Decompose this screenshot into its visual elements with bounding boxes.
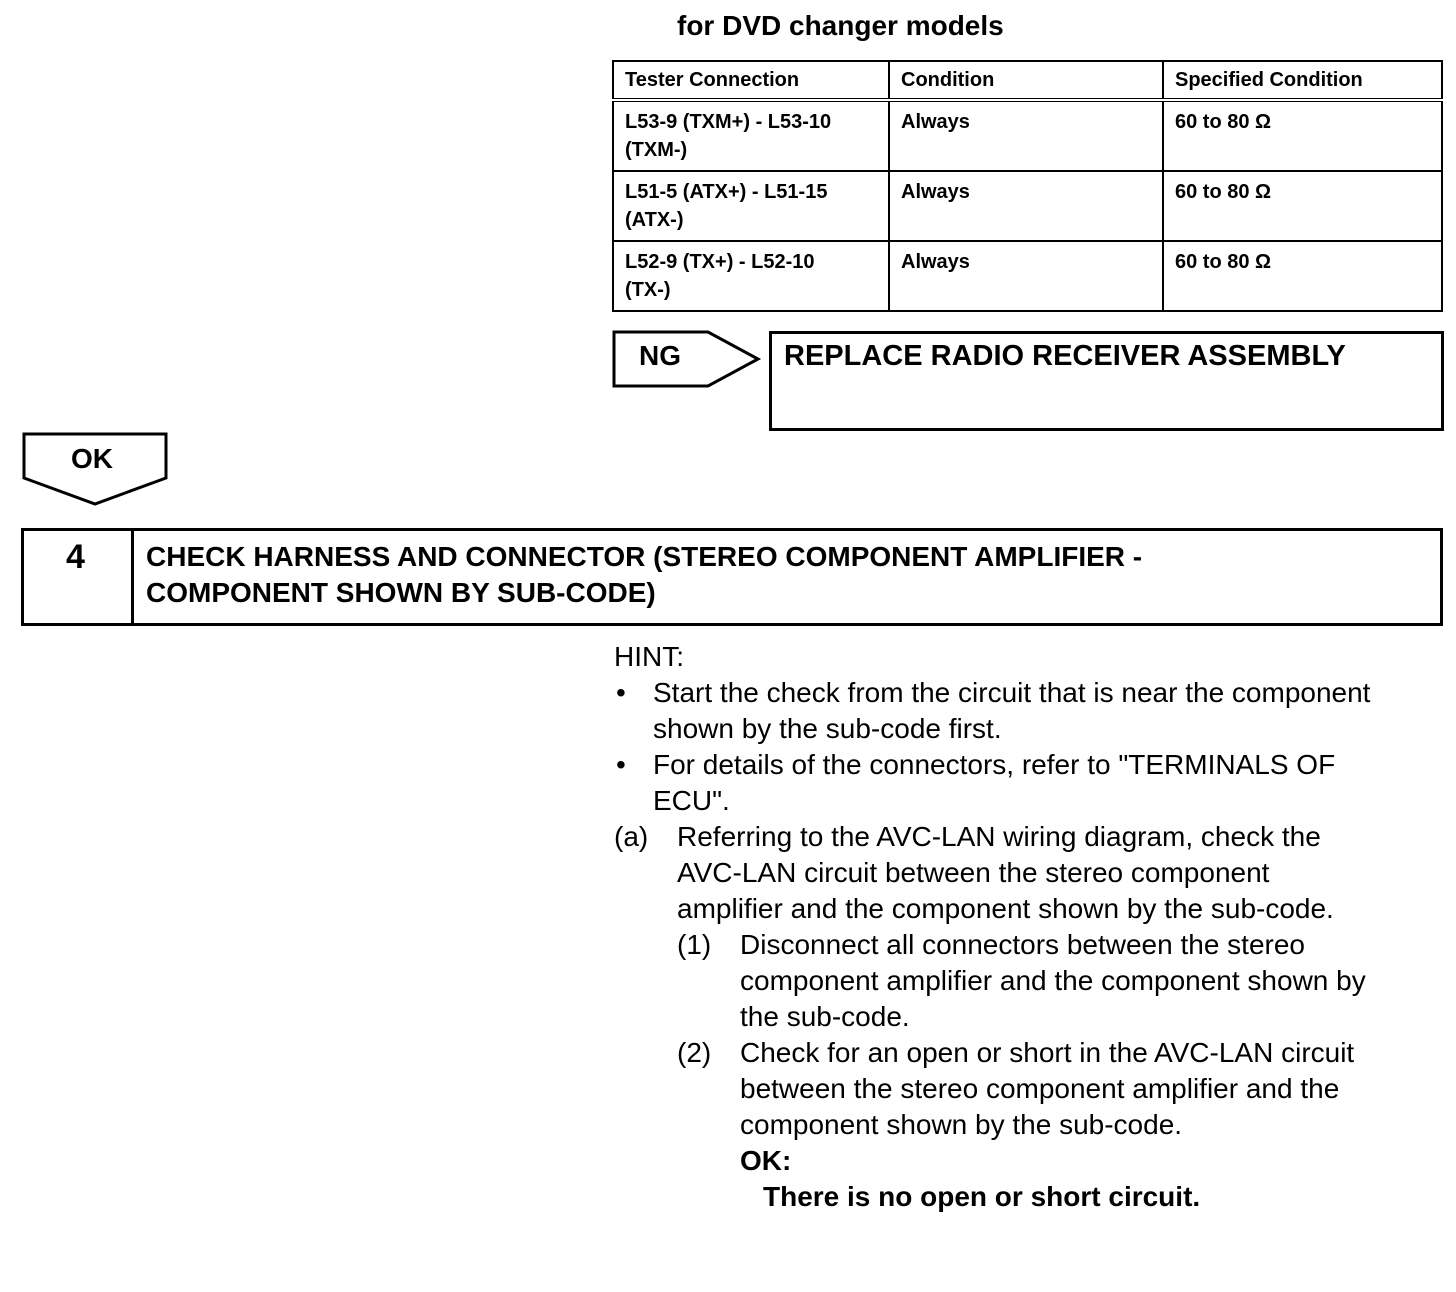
ok-criterion-label: OK: [740, 1145, 792, 1176]
substep-marker: (1) [677, 929, 712, 960]
substep-line: the sub-code. [740, 1001, 910, 1032]
substep-line: component amplifier and the component shown by [740, 965, 1366, 996]
models-heading: for DVD changer models [677, 10, 1004, 41]
table-row [613, 100, 1442, 171]
ng-label: NG [639, 340, 681, 371]
ng-arrow-tag [612, 330, 762, 388]
tester-connection-cell: L52-9 (TX+) - L52-10 (TX-) [613, 241, 889, 311]
ok-criterion-text: There is no open or short circuit. [763, 1181, 1201, 1212]
substep-marker: (2) [677, 1037, 712, 1068]
step-title: CHECK HARNESS AND CONNECTOR (STEREO COMPONENT AMPLIFIER - COMPONENT SHOWN BY SUB-CODE) [146, 541, 1143, 608]
condition-cell: Always [889, 241, 1163, 311]
ok-label: OK [71, 443, 113, 474]
condition-cell: Always [889, 171, 1163, 241]
specified-condition-cell: 60 to 80 Ω [1163, 100, 1442, 171]
tester-connection-cell: L51-5 (ATX+) - L51-15 (ATX-) [613, 171, 889, 241]
hint-bullet-line: ECU". [653, 785, 730, 816]
substep-line: Disconnect all connectors between the stereo [740, 929, 1305, 960]
specified-condition-cell: 60 to 80 Ω [1163, 241, 1442, 311]
substep-line: Check for an open or short in the AVC-LAN circuit [740, 1037, 1355, 1068]
substep-line: component shown by the sub-code. [740, 1109, 1183, 1140]
header-specified-condition: Specified Condition [1163, 61, 1442, 100]
table-header-row [613, 61, 1442, 100]
hint-bullet-line: Start the check from the circuit that is near the component [653, 677, 1371, 708]
step-number: 4 [66, 538, 85, 576]
step-divider [131, 528, 134, 623]
substep-line: between the stereo component amplifier and the [740, 1073, 1340, 1104]
hint-bullet-line: shown by the sub-code first. [653, 713, 1002, 744]
table-row [613, 241, 1442, 311]
specified-condition-cell: 60 to 80 Ω [1163, 171, 1442, 241]
tester-connection-cell: L53-9 (TXM+) - L53-10 (TXM-) [613, 100, 889, 171]
specification-table [612, 60, 1443, 312]
hint-label: HINT: [614, 641, 684, 672]
table-row [613, 171, 1442, 241]
ng-result-text: REPLACE RADIO RECEIVER ASSEMBLY [784, 340, 1346, 372]
header-condition: Condition [889, 61, 1163, 100]
procedure-line: AVC-LAN circuit between the stereo component [677, 857, 1270, 888]
bullet-icon: • [616, 749, 626, 780]
procedure-line: amplifier and the component shown by the sub-code. [677, 893, 1334, 924]
header-tester-connection: Tester Connection [613, 61, 889, 100]
hint-bullet-line: For details of the connectors, refer to "TERMINALS OF [653, 749, 1336, 780]
bullet-icon: • [616, 677, 626, 708]
procedure-marker: (a) [614, 821, 649, 852]
procedure-line: Referring to the AVC-LAN wiring diagram, check the [677, 821, 1321, 852]
condition-cell: Always [889, 100, 1163, 171]
